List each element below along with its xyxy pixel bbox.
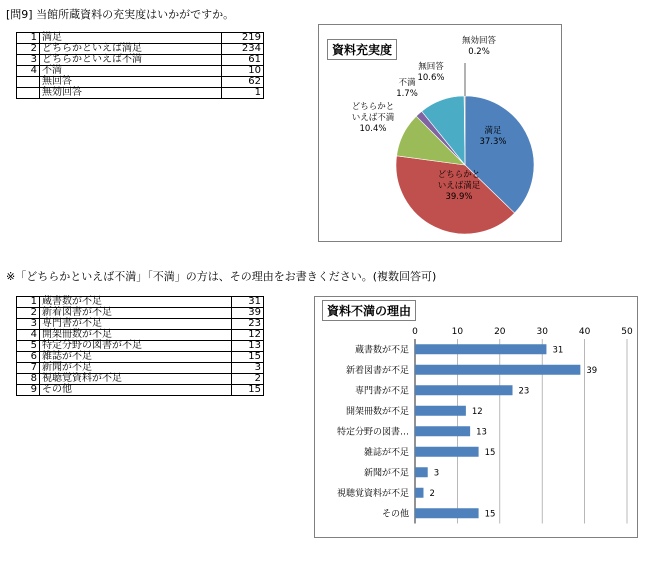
q9-no: 4 xyxy=(17,66,40,77)
q9sub-label: 開架冊数が不足 xyxy=(40,330,232,341)
q9-count: 234 xyxy=(222,44,264,55)
q9sub-heading: ※「どちらかといえば不満」「不満」の方は、その理由をお書きください。(複数回答可) xyxy=(6,270,437,283)
x-tick-label: 0 xyxy=(412,327,418,337)
q9sub-count: 15 xyxy=(231,352,263,363)
pie-slice-label: どちらかと xyxy=(351,102,395,112)
bar xyxy=(415,426,470,436)
q9-row xyxy=(17,33,264,44)
q9sub-count: 13 xyxy=(231,341,263,352)
q9-count: 62 xyxy=(222,77,264,88)
pie-slice-percent: 39.9% xyxy=(445,192,473,202)
q9sub-row xyxy=(17,341,264,352)
y-tick-label: 雑誌が不足 xyxy=(363,447,409,458)
bar-chart-title: 資料不満の理由 xyxy=(322,300,416,321)
y-tick-label: 開架冊数が不足 xyxy=(345,406,409,417)
x-tick-label: 20 xyxy=(494,327,506,337)
q9sub-count: 3 xyxy=(231,363,263,374)
y-tick-label: 視聴覚資料が不足 xyxy=(336,488,409,499)
bar-value-label: 15 xyxy=(484,447,496,458)
pie-slice-label: 満足 xyxy=(484,126,502,136)
bar xyxy=(415,508,479,518)
q9-label: 無効回答 xyxy=(40,88,222,99)
q9sub-row xyxy=(17,297,264,308)
pie-slice-label: いえば不満 xyxy=(351,113,395,123)
q9-count: 61 xyxy=(222,55,264,66)
q9sub-label: 特定分野の図書が不足 xyxy=(40,341,232,352)
y-tick-label: その他 xyxy=(381,509,409,520)
bar-value-label: 39 xyxy=(586,365,598,376)
pie-slice-label: 不満 xyxy=(398,78,416,88)
bar-value-label: 13 xyxy=(476,427,487,438)
bar xyxy=(415,447,479,457)
q9sub-count: 12 xyxy=(231,330,263,341)
q9-row xyxy=(17,77,264,88)
pie-slice-percent: 10.6% xyxy=(417,73,445,83)
y-tick-label: 新着図書が不足 xyxy=(345,365,409,376)
bar-value-label: 2 xyxy=(429,488,435,499)
q9sub-no: 8 xyxy=(17,374,40,385)
y-tick-label: 専門書が不足 xyxy=(354,386,409,397)
q9-label: どちらかといえば不満 xyxy=(40,55,222,66)
bar-chart-panel xyxy=(314,296,638,538)
q9sub-row xyxy=(17,319,264,330)
q9sub-no: 2 xyxy=(17,308,40,319)
q9-no xyxy=(17,77,40,88)
q9sub-count: 23 xyxy=(231,319,263,330)
q9-label: どちらかといえば満足 xyxy=(40,44,222,55)
q9-no xyxy=(17,88,40,99)
x-tick-label: 40 xyxy=(578,327,591,337)
q9sub-row xyxy=(17,308,264,319)
q9sub-label: その他 xyxy=(40,385,232,396)
q9sub-count: 39 xyxy=(231,308,263,319)
q9sub-no: 7 xyxy=(17,363,40,374)
q9sub-label: 新着図書が不足 xyxy=(40,308,232,319)
q9sub-label: 蔵書数が不足 xyxy=(40,297,232,308)
q9sub-no: 1 xyxy=(17,297,40,308)
q9sub-label: 視聴覚資料が不足 xyxy=(40,374,232,385)
pie-slice-percent: 0.2% xyxy=(468,47,490,57)
pie-slice-percent: 10.4% xyxy=(359,124,387,134)
q9-row xyxy=(17,55,264,66)
bar-value-label: 23 xyxy=(518,386,530,397)
q9-no: 2 xyxy=(17,44,40,55)
x-tick-label: 50 xyxy=(621,327,633,337)
q9-no: 3 xyxy=(17,55,40,66)
q9sub-row xyxy=(17,385,264,396)
x-tick-label: 30 xyxy=(536,327,548,337)
pie-slice-label: いえば満足 xyxy=(437,181,481,191)
pie-slice-label: 無効回答 xyxy=(461,36,497,46)
q9sub-label: 新聞が不足 xyxy=(40,363,232,374)
bar-value-label: 12 xyxy=(471,406,483,417)
pie-slice-percent: 1.7% xyxy=(396,89,418,99)
q9-count: 1 xyxy=(222,88,264,99)
q9sub-no: 9 xyxy=(17,385,40,396)
pie-slice-percent: 37.3% xyxy=(479,137,507,147)
pie-slice-label: 無回答 xyxy=(418,62,444,72)
q9sub-label: 専門書が不足 xyxy=(40,319,232,330)
pie-chart-title: 資料充実度 xyxy=(327,39,397,60)
bar-value-label: 31 xyxy=(552,345,564,356)
q9sub-count: 2 xyxy=(231,374,263,385)
q9-count: 219 xyxy=(222,33,264,44)
q9sub-no: 3 xyxy=(17,319,40,330)
q9-row xyxy=(17,66,264,77)
q9sub-table xyxy=(16,296,264,396)
x-tick-label: 10 xyxy=(451,327,464,337)
bar-value-label: 15 xyxy=(484,509,496,520)
q9sub-no: 6 xyxy=(17,352,40,363)
bar xyxy=(415,406,466,416)
bar xyxy=(415,344,546,354)
q9-row xyxy=(17,88,264,99)
bar xyxy=(415,488,423,498)
q9sub-row xyxy=(17,374,264,385)
q9sub-count: 15 xyxy=(231,385,263,396)
q9sub-row xyxy=(17,330,264,341)
bar xyxy=(415,365,580,375)
q9sub-row xyxy=(17,363,264,374)
y-tick-label: 蔵書数が不足 xyxy=(354,345,409,356)
y-tick-label: 特定分野の図書… xyxy=(336,427,409,438)
q9-row xyxy=(17,44,264,55)
bar-value-label: 3 xyxy=(433,468,440,479)
q9-label: 無回答 xyxy=(40,77,222,88)
bar xyxy=(415,467,428,477)
q9-heading: [問9] 当館所蔵資料の充実度はいかがですか。 xyxy=(6,8,235,21)
q9sub-count: 31 xyxy=(231,297,263,308)
q9sub-no: 5 xyxy=(17,341,40,352)
bar-chart xyxy=(315,297,637,537)
q9sub-no: 4 xyxy=(17,330,40,341)
q9-table xyxy=(16,32,264,99)
pie-slice-label: どちらかと xyxy=(437,170,481,180)
q9-count: 10 xyxy=(222,66,264,77)
q9sub-label: 雑誌が不足 xyxy=(40,352,232,363)
y-tick-label: 新聞が不足 xyxy=(363,468,409,479)
q9sub-row xyxy=(17,352,264,363)
q9-label: 満足 xyxy=(40,33,222,44)
bar xyxy=(415,385,513,395)
q9-label: 不満 xyxy=(40,66,222,77)
q9-no: 1 xyxy=(17,33,40,44)
